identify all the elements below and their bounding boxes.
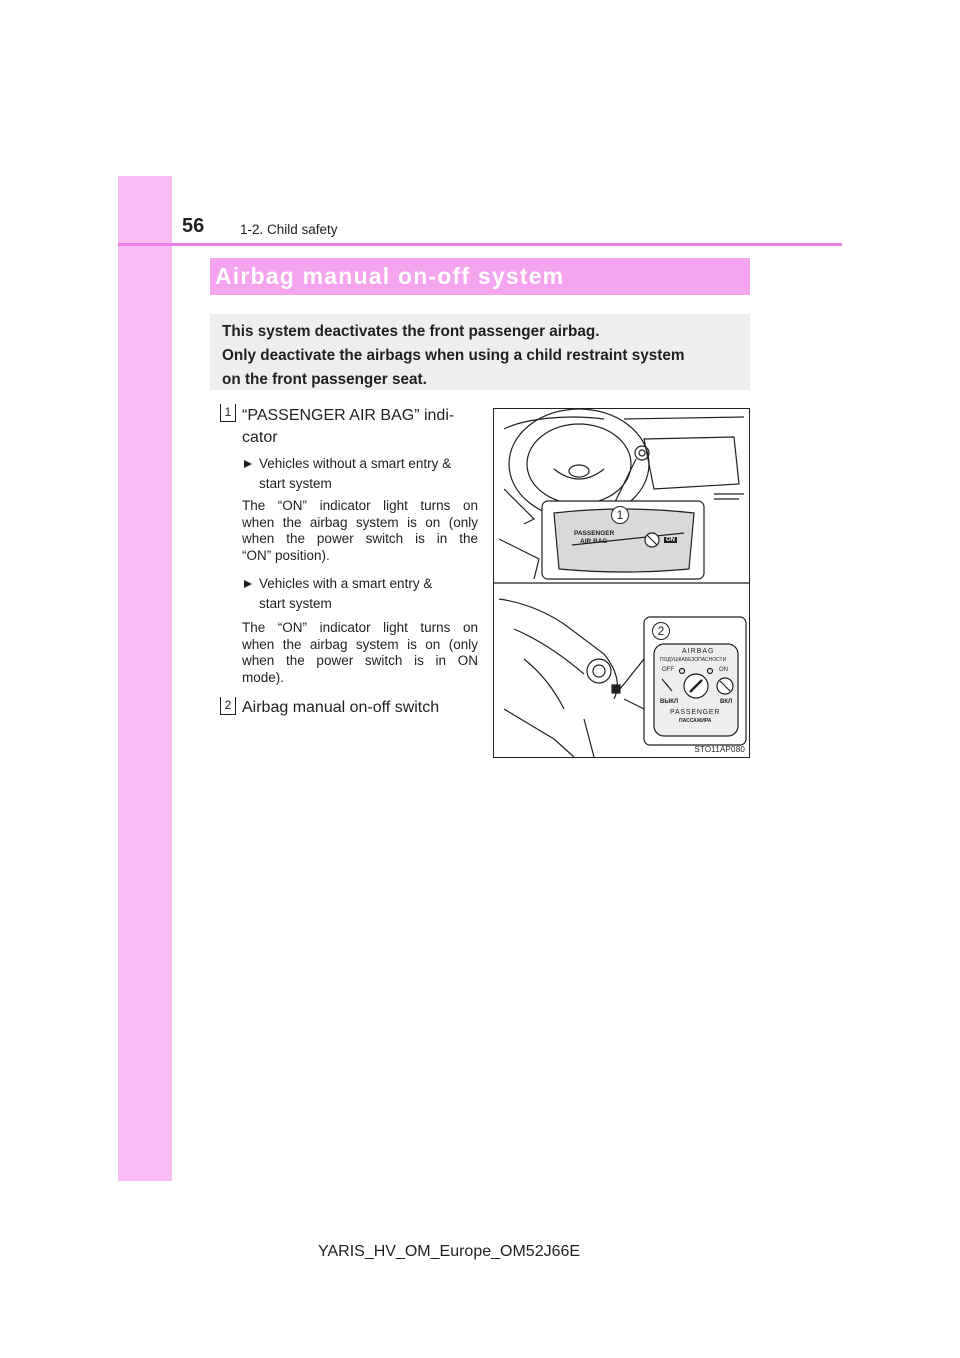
switch-passenger-ru-label: ПАССАЖИРА: [679, 718, 712, 724]
switch-off-label: OFF: [662, 667, 674, 673]
bullet-with-smart-entry: [243, 574, 479, 614]
switch-on-label: ON: [719, 667, 728, 673]
paragraph-without-smart-entry: [242, 498, 478, 564]
paragraph-line: when the power switch is in the: [242, 531, 478, 546]
bullet-triangle-icon: [244, 460, 252, 468]
item-title-line: cator: [242, 429, 278, 446]
indicator-on-badge: ON: [666, 537, 675, 543]
switch-on-ru-label: ВКЛ: [720, 699, 733, 705]
paragraph-line: when the power switch is in ON: [242, 653, 478, 668]
figure-callout-1: 1: [611, 506, 629, 524]
footer-document-id: YARIS_HV_OM_Europe_OM52J66E: [318, 1243, 581, 1260]
paragraph-line: when the airbag system is on (only: [242, 514, 478, 530]
bullet-line: Vehicles without a smart entry &: [259, 456, 452, 471]
paragraph-line: The “ON” indicator light turns on: [242, 620, 478, 635]
side-color-band: [118, 176, 172, 1181]
item-title-indicator: [242, 405, 454, 449]
figure-code: STO11AP080: [694, 745, 745, 754]
item-title-line: “PASSENGER AIR BAG” indi-: [242, 407, 455, 424]
bullet-triangle-icon: [244, 580, 252, 588]
switch-airbag-label: AIRBAG: [682, 648, 715, 655]
item-marker-2: 2: [220, 697, 236, 715]
paragraph-line: “ON” position).: [242, 547, 330, 563]
paragraph-line: when the airbag system is on (only: [242, 636, 478, 652]
figure-callout-2: 2: [652, 622, 670, 640]
paragraph-with-smart-entry: [242, 620, 478, 686]
summary-line: on the front passenger seat.: [222, 371, 427, 388]
switch-airbag-ru-label: ПОДУШКАБЕЗОПАСНОСТИ: [660, 657, 727, 663]
paragraph-line: The “ON” indicator light turns on: [242, 498, 478, 513]
header-rule: [118, 243, 842, 246]
bullet-line: start system: [259, 476, 332, 491]
switch-passenger-label: PASSENGER: [670, 709, 721, 716]
airbag-illustration: [493, 408, 750, 758]
indicator-label: PASSENGER: [574, 530, 615, 537]
item-marker-1: 1: [220, 404, 236, 422]
item-title-switch: Airbag manual on-off switch: [242, 699, 440, 716]
bullet-without-smart-entry: [243, 454, 479, 494]
summary-line: Only deactivate the airbags when using a child restraint system: [222, 347, 685, 364]
page-number: 56: [182, 215, 205, 237]
bullet-line: Vehicles with a smart entry &: [259, 576, 433, 591]
bullet-line: start system: [259, 596, 332, 611]
summary-box: [210, 314, 750, 390]
page-title: Airbag manual on-off system: [215, 263, 565, 289]
paragraph-line: mode).: [242, 669, 285, 685]
section-title: 1-2. Child safety: [240, 222, 338, 237]
dashboard-drawing: [494, 409, 749, 757]
indicator-label: AIR BAG: [580, 538, 608, 545]
title-banner: [210, 258, 750, 295]
summary-line: This system deactivates the front passenger airbag.: [222, 323, 600, 340]
switch-off-ru-label: ВЫКЛ: [660, 699, 679, 705]
